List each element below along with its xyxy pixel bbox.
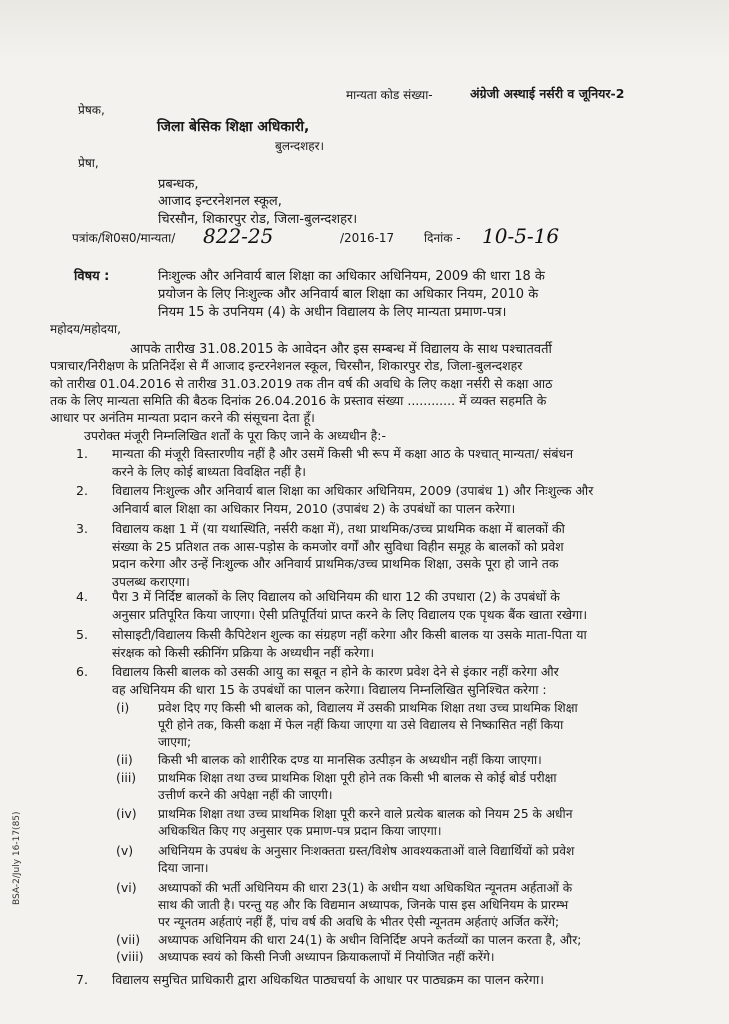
condition-line: पैरा 3 में निर्दिष्ट बालकों के लिए विद्यालय को अधिनियम की धारा 12 की उपधारा (2) के उपबंधों के <box>112 589 560 604</box>
intro-line2: पत्राचार/निरीक्षण के प्रतिनिर्देश से मैं आजाद इन्टरनेशनल स्कूल, चिरसौन, शिकारपुर रोड, जिला-बुलन्दशहर <box>50 358 523 373</box>
subcondition-number: (v) <box>116 843 134 858</box>
condition-line: विद्यालय निःशुल्क और अनिवार्य बाल शिक्षा का अधिकार अधिनियम, 2009 (उपाबंध 1) और निःशुल्क और <box>112 483 594 498</box>
condition-number: 1. <box>76 446 88 461</box>
subcondition-line: अध्यापक स्वयं को किसी निजी अध्यापन क्रियाकलापों में नियोजित नहीं करेंगे। <box>158 950 495 964</box>
subcondition-line: जाएगा; <box>158 735 192 749</box>
condition-line: अनुसार प्रतिपूरित किया जाएगा। ऐसी प्रतिपूर्तियां प्राप्त करने के लिए विद्यालय एक पृथक बैंक खाता रखेगा। <box>112 606 588 622</box>
recipient-line1: प्रबन्धक, <box>158 177 199 192</box>
condition-line: प्रदान करेगा और उन्हें निःशुल्क और अनिवार्य प्राथमिक/उच्च प्राथमिक शिक्षा, उसके पूरा हो जाने तक <box>112 556 559 571</box>
condition-number: 2. <box>76 483 88 498</box>
subcondition-line: पर न्यूनतम अर्हताएं नहीं हैं, पांच वर्ष की अवधि के भीतर ऐसी न्यूनतम अर्हताएं अर्जित करेंगे; <box>158 915 560 929</box>
intro-line4: तक के लिए मान्यता समिति की बैठक दिनांक 26.04.2016 के प्रस्ताव संख्या ............ में व्यक्त सहमति के <box>50 393 547 408</box>
ref-year: /2016-17 <box>340 231 395 245</box>
subcondition-number: (vii) <box>116 932 141 947</box>
intro-line5: आधार पर अनंतिम मान्यता प्रदान करने की संसूचना देता हूँ। <box>50 410 315 425</box>
intro-line1: आपके तारीख 31.08.2015 के आवेदन और इस सम्बन्ध में विद्यालय के साथ पश्चातवर्ती <box>130 342 552 357</box>
code-label: मान्यता कोड संख्या- <box>346 88 433 102</box>
subcondition-line: दिया जाना। <box>158 861 209 875</box>
ref-label: पत्रांक/शि0स0/मान्यता/ <box>72 231 176 245</box>
subcondition-line: किसी भी बालक को शारीरिक दण्ड या मानसिक उत्पीड़न के अध्यधीन नहीं किया जाएगा। <box>158 753 542 767</box>
subject-line3: नियम 15 के उपनियम (4) के अधीन विद्यालय के लिए मान्यता प्रमाण-पत्र। <box>158 305 507 320</box>
side-form-code: BSA-2/July 16-17(85) <box>12 811 22 905</box>
sender-line1: जिला बेसिक शिक्षा अधिकारी, <box>157 119 310 135</box>
subcondition-line: साथ की जाती है। परन्तु यह और कि विद्यमान अध्यापक, जिनके पास इस अधिनियम के प्रारम्भ <box>158 898 569 912</box>
date-handwritten: 10-5-16 <box>482 224 560 248</box>
condition-line: सोसाइटी/विद्यालय किसी कैपिटेशन शुल्क का संग्रहण नहीं करेगा और किसी बालक या उसके माता-पिता या <box>112 627 587 642</box>
subcondition-line: अधिनियम के उपबंध के अनुसार निःशक्तता ग्रस्त/विशेष आवश्यकताओं वाले विद्यार्थियों को प्रवेश <box>158 844 575 858</box>
condition-line: विद्यालय किसी बालक को उसकी आयु का सबूत न होने के कारण प्रवेश देने से इंकार नहीं करेगा और <box>112 664 559 679</box>
subcondition-line: प्राथमिक शिक्षा तथा उच्च प्राथमिक शिक्षा पूरी करने वाले प्रत्येक बालक को नियम 25 के अधीन <box>158 807 573 821</box>
recipient-line2: आजाद इन्टरनेशनल स्कूल, <box>158 194 282 209</box>
subject-line2: प्रयोजन के लिए निःशुल्क और अनिवार्य बाल शिक्षा का अधिकार नियम, 2010 के <box>158 287 539 302</box>
code-value: अंग्रेजी अस्थाई नर्सरी व जूनियर-2 <box>470 86 625 101</box>
condition-line: विद्यालय समुचित प्राधिकारी द्वारा अधिकथित पाठ्यचर्या के आधार पर पाठ्यक्रम का पालन करेगा। <box>112 972 544 987</box>
subcondition-line: प्रवेश दिए गए किसी भी बालक को, विद्यालय में उसकी प्राथमिक शिक्षा तथा उच्च प्राथमिक शिक्षा <box>158 701 578 715</box>
condition-number: 7. <box>76 972 88 987</box>
sender-line2: बुलन्दशहर। <box>275 139 325 153</box>
condition-line: करने के लिए कोई बाध्यता विवक्षित नहीं है। <box>112 463 307 479</box>
subcondition-number: (ii) <box>116 752 133 767</box>
condition-number: 6. <box>76 664 88 679</box>
scan-shadow <box>0 0 729 60</box>
subject-label: विषय : <box>74 269 110 284</box>
subcondition-number: (viii) <box>116 949 144 964</box>
subcondition-line: अधिकथित किए गए अनुसार एक प्रमाण-पत्र प्रदान किया जाएगा। <box>158 824 442 838</box>
subcondition-number: (iv) <box>116 806 137 821</box>
intro-line6: उपरोक्त मंजूरी निम्नलिखित शर्तों के पूरा किए जाने के अध्यधीन है:- <box>84 428 387 443</box>
subcondition-number: (iii) <box>116 770 137 785</box>
condition-number: 3. <box>76 521 88 536</box>
subcondition-number: (vi) <box>116 880 137 895</box>
condition-number: 5. <box>76 627 88 642</box>
subcondition-line: पूरी होने तक, किसी कक्षा में फेल नहीं किया जाएगा या उसे विद्यालय से निष्कासित नहीं किया <box>158 718 564 732</box>
date-label: दिनांक - <box>424 231 461 245</box>
subject-line1: निःशुल्क और अनिवार्य बाल शिक्षा का अधिकार अधिनियम, 2009 की धारा 18 के <box>158 269 545 284</box>
subcondition-line: उत्तीर्ण करने की अपेक्षा नहीं की जाएगी। <box>158 788 333 802</box>
condition-line: वह अधिनियम की धारा 15 के उपबंधों का पालन करेगा। विद्यालय निम्नलिखित सुनिश्चित करेगा : <box>112 681 547 697</box>
subcondition-number: (i) <box>116 700 130 715</box>
condition-line: मान्यता की मंजूरी विस्तारणीय नहीं है और उसमें किसी भी रूप में कक्षा आठ के पश्चात् मान्यता/ संबंधन <box>112 446 574 461</box>
condition-number: 4. <box>76 589 88 604</box>
salutation: महोदय/महोदया, <box>50 322 121 336</box>
condition-line: संरक्षक को किसी स्क्रीनिंग प्रक्रिया के अध्यधीन नहीं करेगा। <box>112 644 375 660</box>
sender-label: प्रेषक, <box>78 103 105 117</box>
intro-line3: को तारीख 01.04.2016 से तारीख 31.03.2019 तक तीन वर्ष की अवधि के लिए कक्षा नर्सरी से कक्षा आठ <box>50 376 553 391</box>
condition-line: विद्यालय कक्षा 1 में (या यथास्थिति, नर्सरी कक्षा में), तथा प्राथमिक/उच्च प्राथमिक कक्षा में बालकों की <box>112 521 565 536</box>
subcondition-line: प्राथमिक शिक्षा तथा उच्च प्राथमिक शिक्षा पूरी होने तक किसी भी बालक से कोई बोर्ड परीक्षा <box>158 771 557 785</box>
condition-line: अनिवार्य बाल शिक्षा का अधिकार नियम, 2010 (उपाबंध 2) के उपबंधों का पालन करेगा। <box>112 500 516 516</box>
recipient-label: प्रेषा, <box>78 156 99 170</box>
condition-line: संख्या के 25 प्रतिशत तक आस-पड़ोस के कमजोर वर्गों और सुविधा विहीन समूह के बालकों को प्रवेश <box>112 538 564 554</box>
subcondition-line: अध्यापक अधिनियम की धारा 24(1) के अधीन विनिर्दिष्ट अपने कर्तव्यों का पालन करता है, और; <box>158 933 582 947</box>
ref-number-handwritten: 822-25 <box>203 224 274 248</box>
recipient-line3: चिरसौन, शिकारपुर रोड, जिला-बुलन्दशहर। <box>158 212 358 227</box>
condition-line: उपलब्ध कराएगा। <box>112 573 190 589</box>
subcondition-line: अध्यापकों की भर्ती अधिनियम की धारा 23(1) के अधीन यथा अधिकथित न्यूनतम अर्हताओं के <box>158 881 573 895</box>
